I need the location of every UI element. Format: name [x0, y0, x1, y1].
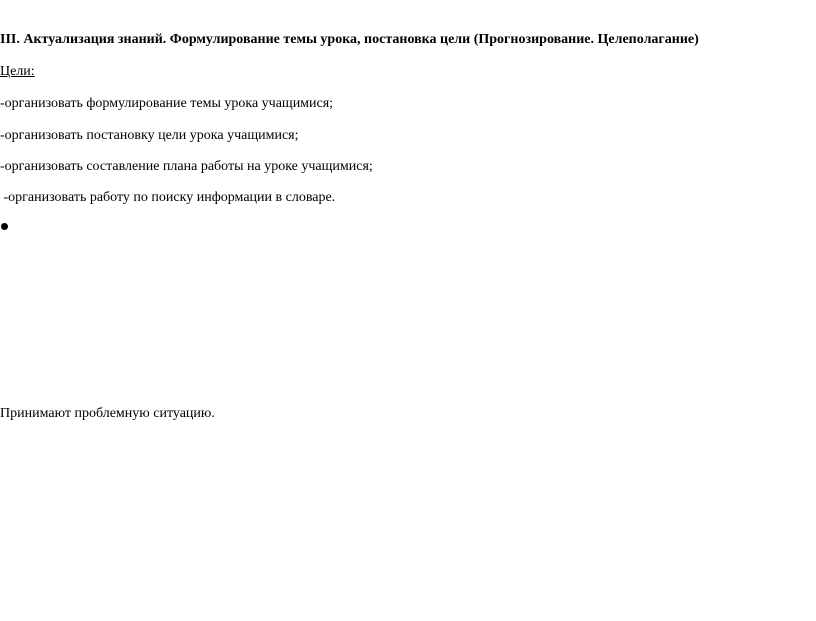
- goal-item: -организовать составление плана работы на уроке учащимися;: [0, 159, 373, 174]
- goal-item: -организовать работу по поиску информации в словаре.: [0, 190, 336, 205]
- student-activity-text: Принимают проблемную ситуацию.: [0, 406, 215, 421]
- goal-item: -организовать формулирование темы урока учащимися;: [0, 96, 334, 111]
- bullet-dot-icon: [1, 223, 8, 230]
- goals-label: Цели:: [0, 64, 35, 79]
- goal-item: -организовать постановку цели урока учащимися;: [0, 128, 299, 143]
- section-heading: III. Актуализация знаний. Формулирование темы урока, постановка цели (Прогнозирование. Целеполагание): [0, 32, 699, 47]
